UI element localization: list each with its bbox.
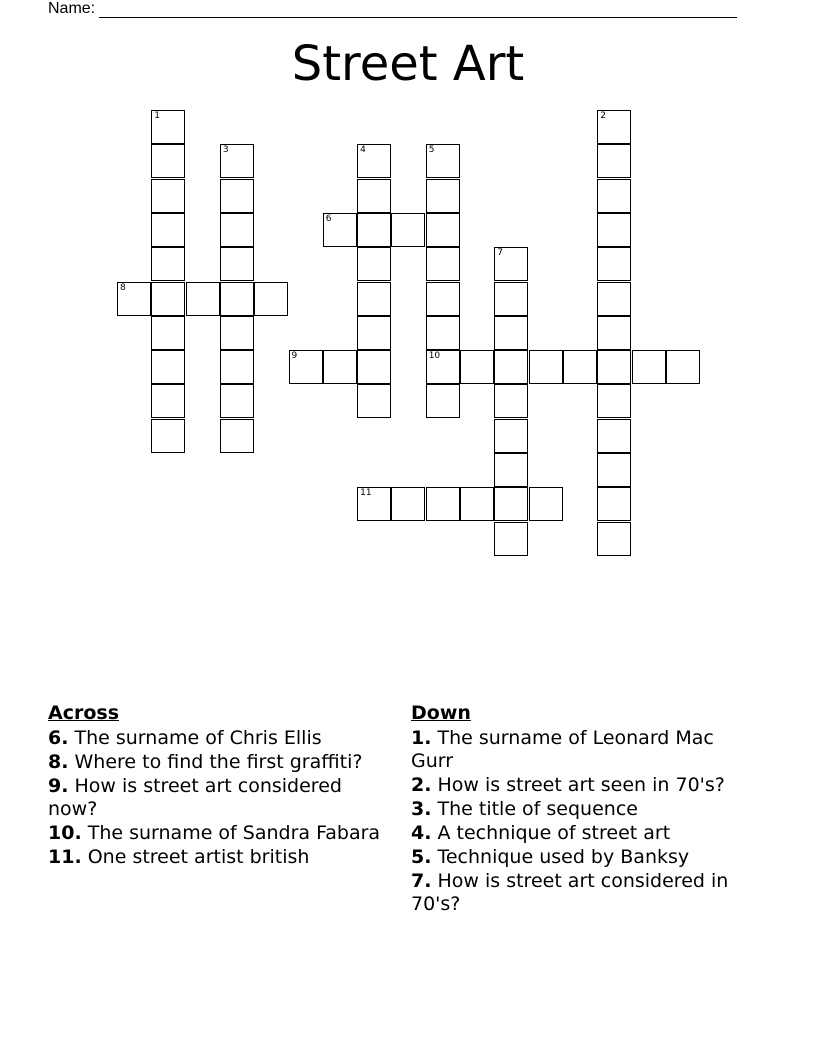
grid-cell[interactable] bbox=[494, 419, 528, 453]
clue-number: 8 bbox=[120, 282, 126, 293]
grid-cell[interactable] bbox=[426, 144, 460, 178]
clue-item bbox=[48, 822, 384, 845]
grid-cell[interactable] bbox=[220, 282, 254, 316]
clue-item bbox=[411, 798, 751, 821]
grid-cell[interactable] bbox=[117, 282, 151, 316]
clue-item-text: Technique used by Banksy bbox=[431, 846, 690, 868]
grid-cell[interactable] bbox=[151, 179, 185, 213]
clue-item-text: Where to find the first graffiti? bbox=[68, 751, 363, 773]
grid-cell[interactable] bbox=[597, 384, 631, 418]
grid-cell[interactable] bbox=[597, 350, 631, 384]
clue-item bbox=[411, 822, 751, 845]
grid-cell[interactable] bbox=[426, 487, 460, 521]
grid-cell[interactable] bbox=[494, 247, 528, 281]
grid-cell[interactable] bbox=[220, 419, 254, 453]
clue-item bbox=[48, 775, 384, 821]
grid-cell[interactable] bbox=[186, 282, 220, 316]
grid-cell[interactable] bbox=[357, 247, 391, 281]
clue-number: 6 bbox=[325, 213, 332, 224]
clue-item-number: 1. bbox=[411, 727, 432, 749]
grid-cell[interactable] bbox=[597, 179, 631, 213]
grid-cell[interactable] bbox=[220, 247, 254, 281]
grid-cell[interactable] bbox=[426, 282, 460, 316]
clue-number: 9 bbox=[291, 351, 298, 362]
clue-item bbox=[48, 846, 384, 869]
clue-item-text: How is street art seen in 70's? bbox=[431, 774, 725, 796]
clue-item bbox=[48, 727, 384, 750]
name-label: Name: bbox=[48, 0, 96, 17]
down-clues bbox=[411, 702, 751, 917]
grid-cell[interactable] bbox=[357, 350, 391, 384]
grid-cell[interactable] bbox=[254, 282, 288, 316]
grid-cell[interactable] bbox=[494, 350, 528, 384]
grid-cell[interactable] bbox=[151, 213, 185, 247]
clue-item-text: One street artist british bbox=[81, 846, 310, 868]
grid-cell[interactable] bbox=[426, 179, 460, 213]
grid-cell[interactable] bbox=[529, 350, 563, 384]
grid-cell[interactable] bbox=[391, 213, 425, 247]
clue-item bbox=[411, 774, 751, 797]
grid-cell[interactable] bbox=[494, 487, 528, 521]
clue-number: 11 bbox=[360, 488, 372, 499]
grid-cell[interactable] bbox=[220, 144, 254, 178]
across-clues bbox=[48, 702, 384, 870]
grid-cell[interactable] bbox=[220, 179, 254, 213]
grid-cell[interactable] bbox=[151, 110, 185, 144]
clue-item-number: 4. bbox=[411, 822, 432, 844]
grid-cell[interactable] bbox=[597, 247, 631, 281]
grid-cell[interactable] bbox=[357, 282, 391, 316]
clue-item-text: How is street art considered in 70's? bbox=[411, 870, 729, 915]
clue-item bbox=[48, 751, 384, 774]
grid-cell[interactable] bbox=[220, 316, 254, 350]
clue-item bbox=[411, 846, 751, 869]
grid-cell[interactable] bbox=[597, 487, 631, 521]
grid-cell[interactable] bbox=[494, 282, 528, 316]
grid-cell[interactable] bbox=[289, 350, 323, 384]
grid-cell[interactable] bbox=[597, 110, 631, 144]
clue-item-number: 8. bbox=[48, 751, 69, 773]
grid-cell[interactable] bbox=[151, 384, 185, 418]
grid-cell[interactable] bbox=[426, 384, 460, 418]
grid-cell[interactable] bbox=[151, 419, 185, 453]
clue-item-text: The title of sequence bbox=[431, 798, 638, 820]
grid-cell[interactable] bbox=[357, 144, 391, 178]
clue-item bbox=[411, 727, 751, 773]
grid-cell[interactable] bbox=[597, 316, 631, 350]
clue-item-number: 9. bbox=[48, 775, 69, 797]
clue-number: 4 bbox=[360, 145, 366, 156]
grid-cell[interactable] bbox=[632, 350, 666, 384]
grid-cell[interactable] bbox=[151, 144, 185, 178]
across-clue-list bbox=[48, 727, 384, 869]
grid-cell[interactable] bbox=[597, 282, 631, 316]
grid-cell[interactable] bbox=[460, 487, 494, 521]
clue-item-text: How is street art considered now? bbox=[48, 775, 342, 820]
grid-cell[interactable] bbox=[357, 213, 391, 247]
grid-cell[interactable] bbox=[357, 316, 391, 350]
grid-cell[interactable] bbox=[597, 453, 631, 487]
grid-cell[interactable] bbox=[597, 144, 631, 178]
clue-item-text: A technique of street art bbox=[431, 822, 671, 844]
across-heading: Across bbox=[48, 702, 120, 724]
page-title: Street Art bbox=[291, 36, 525, 92]
clue-item-text: The surname of Chris Ellis bbox=[68, 727, 322, 749]
clue-number: 1 bbox=[154, 111, 161, 121]
grid-cell[interactable] bbox=[323, 350, 357, 384]
grid-cell[interactable] bbox=[597, 522, 631, 556]
grid-cell[interactable] bbox=[460, 350, 494, 384]
clue-item-number: 3. bbox=[411, 798, 432, 820]
grid-cell[interactable] bbox=[220, 350, 254, 384]
grid-cell[interactable] bbox=[529, 487, 563, 521]
grid-cell[interactable] bbox=[426, 213, 460, 247]
grid-cell[interactable] bbox=[426, 350, 460, 384]
grid-cell[interactable] bbox=[151, 282, 185, 316]
clue-number: 10 bbox=[428, 351, 441, 362]
grid-cell[interactable] bbox=[494, 316, 528, 350]
grid-cell[interactable] bbox=[357, 487, 391, 521]
clue-item-number: 7. bbox=[411, 870, 432, 892]
clue-number: 7 bbox=[497, 248, 504, 259]
grid-cell[interactable] bbox=[494, 453, 528, 487]
grid-cell[interactable] bbox=[494, 522, 528, 556]
grid-cell[interactable] bbox=[357, 179, 391, 213]
down-clue-list bbox=[411, 727, 751, 916]
grid-cell[interactable] bbox=[151, 316, 185, 350]
clue-item-number: 11. bbox=[48, 846, 82, 868]
grid-cell[interactable] bbox=[666, 350, 700, 384]
clue-number: 2 bbox=[600, 111, 606, 121]
clue-item bbox=[411, 870, 751, 916]
grid-cell[interactable] bbox=[494, 384, 528, 418]
grid-cell[interactable] bbox=[597, 419, 631, 453]
clue-item-text: The surname of Leonard Mac Gurr bbox=[411, 727, 714, 772]
clue-item-text: The surname of Sandra Fabara bbox=[81, 822, 381, 844]
grid-cell[interactable] bbox=[597, 213, 631, 247]
down-heading: Down bbox=[411, 702, 471, 724]
grid-cell[interactable] bbox=[220, 213, 254, 247]
grid-cell[interactable] bbox=[391, 487, 425, 521]
clue-item-number: 2. bbox=[411, 774, 432, 796]
grid-cell[interactable] bbox=[151, 247, 185, 281]
clue-item-number: 10. bbox=[48, 822, 82, 844]
grid-cell[interactable] bbox=[426, 247, 460, 281]
grid-cell[interactable] bbox=[563, 350, 597, 384]
grid-cell[interactable] bbox=[220, 384, 254, 418]
clue-item-number: 6. bbox=[48, 727, 69, 749]
grid-cell[interactable] bbox=[151, 350, 185, 384]
grid-cell[interactable] bbox=[357, 384, 391, 418]
grid-cell[interactable] bbox=[426, 316, 460, 350]
clue-item-number: 5. bbox=[411, 846, 432, 868]
clue-number: 5 bbox=[428, 145, 435, 156]
clue-number: 3 bbox=[222, 145, 229, 156]
grid-cell[interactable] bbox=[323, 213, 357, 247]
